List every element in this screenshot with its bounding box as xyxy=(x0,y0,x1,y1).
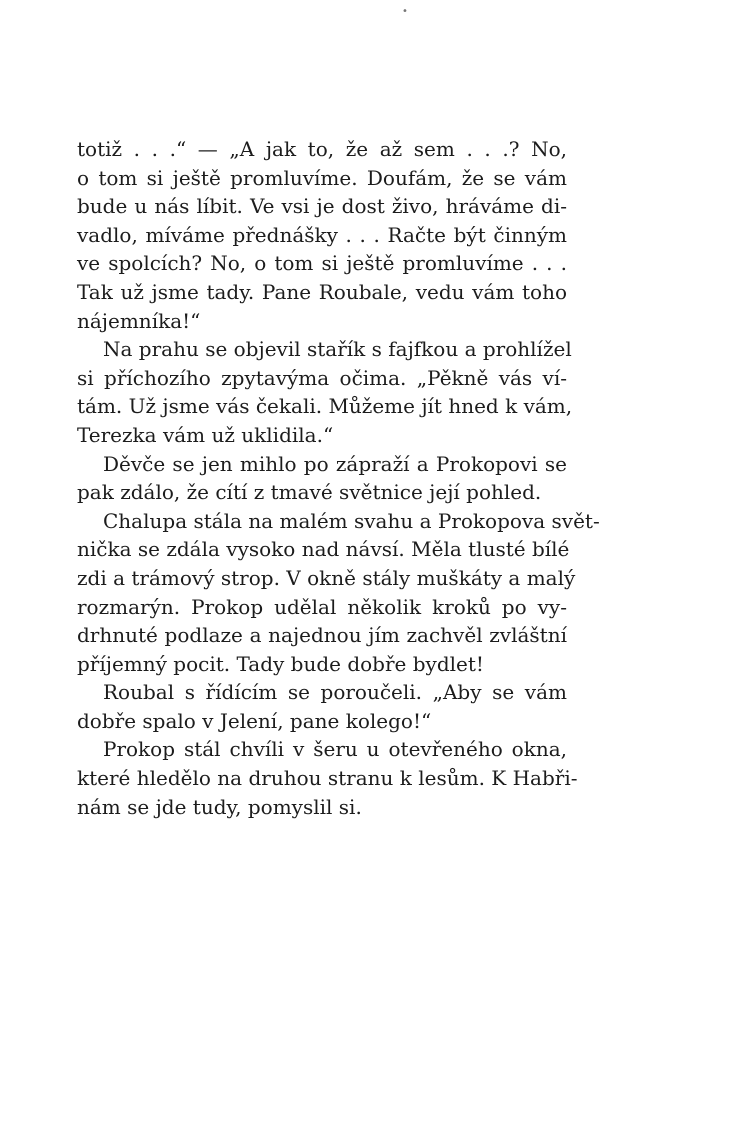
text-line: ve spolcích? No, o tom si ještě promluvíme . . . xyxy=(77,251,567,276)
paragraph xyxy=(77,450,567,507)
paragraph xyxy=(77,135,567,335)
text-line: Chalupa stála na malém svahu a Prokopova svět- xyxy=(103,508,600,533)
paragraph xyxy=(77,735,578,821)
text-line: Terezka vám už uklidila.“ xyxy=(77,422,334,447)
text-line: nička se zdála vysoko nad návsí. Měla tlusté bílé xyxy=(77,537,570,562)
text-line: totiž . . .“ — „A jak to, že až sem . . .? No, xyxy=(77,137,567,161)
text-line: příjemný pocit. Tady bude dobře bydlet! xyxy=(77,651,484,676)
text-line: Prokop stál chvíli v šeru u otevřeného okna, xyxy=(103,737,567,762)
text-line: které hledělo na druhou stranu k lesům. K Habři- xyxy=(77,766,578,791)
text-line: vadlo, míváme přednášky . . . Račte být činným xyxy=(77,222,567,247)
text-line: pak zdálo, že cítí z tmavé světnice její pohled. xyxy=(77,480,542,505)
text-line: drhnuté podlaze a najednou jím zachvěl zvláštní xyxy=(77,623,567,648)
body-text xyxy=(77,135,600,821)
text-line: o tom si ještě promluvíme. Doufám, že se vám xyxy=(77,165,567,190)
text-line: si příchozího zpytavýma očima. „Pěkně vás ví- xyxy=(77,365,567,390)
paragraph xyxy=(77,678,567,735)
text-line: Děvče se jen mihlo po zápraží a Prokopovi se xyxy=(103,451,567,476)
text-line: dobře spalo v Jelení, pane kolego!“ xyxy=(77,708,432,733)
paragraph xyxy=(77,507,600,679)
paragraph xyxy=(77,335,573,449)
text-line: nájemníka!“ xyxy=(77,308,201,333)
text-line: rozmarýn. Prokop udělal několik kroků po vy- xyxy=(77,594,567,619)
text-line: zdi a trámový strop. V okně stály muškáty a malý xyxy=(77,565,576,590)
text-line: Roubal s řídícím se poroučeli. „Aby se vám xyxy=(103,680,567,705)
page-speck: • xyxy=(402,6,408,17)
text-line: Tak už jsme tady. Pane Roubale, vedu vám toho xyxy=(77,279,567,304)
text-line: Na prahu se objevil stařík s fajfkou a prohlížel xyxy=(103,337,572,362)
text-line: bude u nás líbit. Ve vsi je dost živo, hráváme di- xyxy=(77,194,567,219)
text-line: nám se jde tudy, pomyslil si. xyxy=(77,794,362,819)
text-line: tám. Už jsme vás čekali. Můžeme jít hned k vám, xyxy=(77,394,573,419)
